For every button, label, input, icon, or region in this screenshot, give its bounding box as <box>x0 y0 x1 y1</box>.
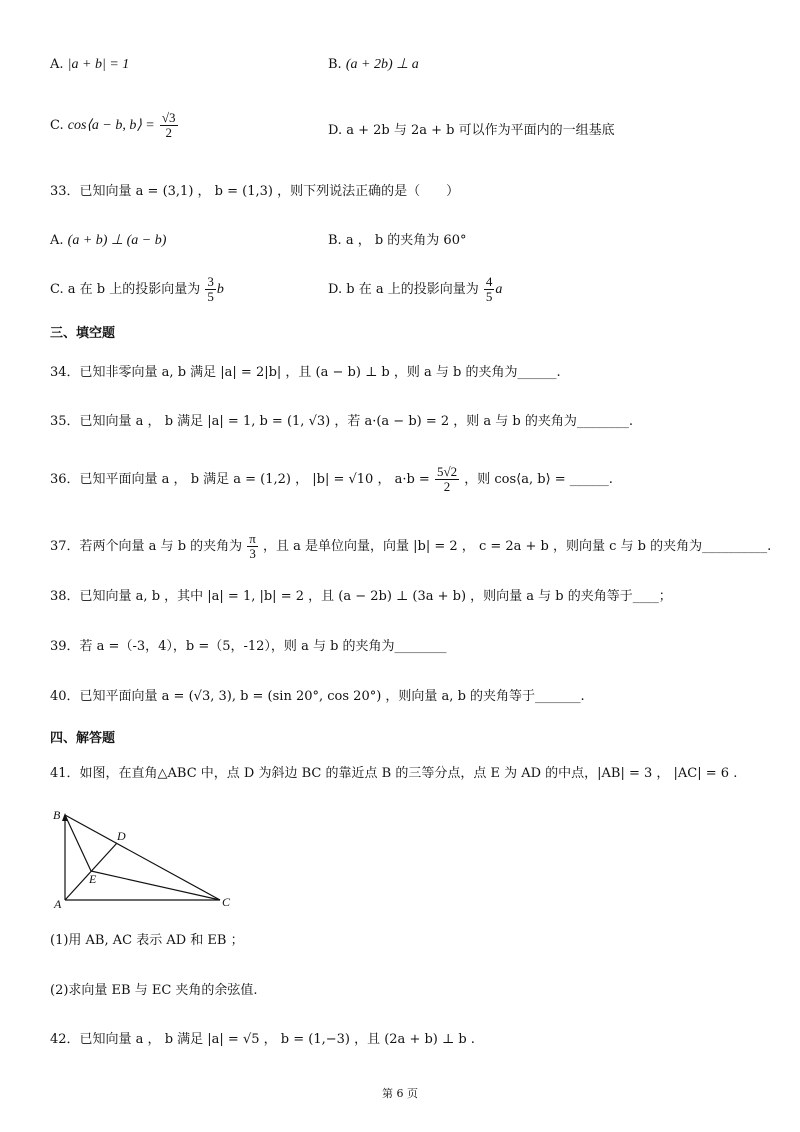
q42: 42．已知向量 a ， b 满足 |a| = √5 ， b = (1,−3) ，且 (2a + b) ⊥ b . <box>50 1032 475 1047</box>
segment-ec <box>91 871 220 900</box>
q33-option-a: A. (a + b) ⊥ (a − b) <box>50 233 167 248</box>
section-heading-fill-in: 三、填空题 <box>50 326 116 341</box>
q41-part-2: (2)求向量 EB 与 EC 夹角的余弦值. <box>50 983 258 998</box>
q38: 38．已知向量 a, b ，其中 |a| = 1, |b| = 2 ，且 (a − 2b) ⊥ (3a + b) ，则向量 a 与 b 的夹角等于____； <box>50 589 672 604</box>
q37: 37．若两个向量 a 与 b 的夹角为 $\frac{\pi}{3}$ ，且 a 是单位向量，向量 |b| = 2 ， c = 2a + b ，则向量 c 与 b 的夹角为__________. <box>50 531 772 561</box>
q41-triangle-figure <box>48 805 248 915</box>
q34: 34．已知非零向量 a, b 满足 |a| = 2|b| ，且 (a − b) ⊥ b ，则 a 与 b 的夹角为______. <box>50 365 561 380</box>
label-a: A <box>54 897 62 911</box>
q33-option-b: B. a ， b 的夹角为 60° <box>328 233 467 248</box>
label-e: E <box>89 872 97 886</box>
q40: 40．已知平面向量 a = (√3, 3), b = (sin 20°, cos 20°) ，则向量 a, b 的夹角等于_______. <box>50 689 585 704</box>
label-c: C <box>222 895 231 909</box>
q33-option-d: D. b 在 a 上的投影向量为 $\frac{4}{5}$ a <box>328 274 503 304</box>
q32-option-b: B. (a + 2b) ⊥ a <box>328 57 419 72</box>
q41-part-1: (1)用 AB, AC 表示 AD 和 EB ； <box>50 933 244 948</box>
segment-eb <box>65 815 91 871</box>
label-b: B <box>53 808 61 822</box>
section-heading-answers: 四、解答题 <box>50 731 116 746</box>
q41-stem: 41．如图，在直角△ABC 中，点 D 为斜边 BC 的靠近点 B 的三等分点，点 E 为 AD 的中点，|AB| = 3 ， |AC| = 6 . <box>50 766 738 781</box>
arrowhead-b <box>62 813 68 821</box>
page-footer: 第 6 页 <box>382 1087 418 1100</box>
q32-option-c: C. cos⟨a − b, b⟩ = $\frac{√3}{2}$ <box>50 110 176 140</box>
q35: 35．已知向量 a ， b 满足 |a| = 1, b = (1, √3) ，若 a·(a − b) = 2 ，则 a 与 b 的夹角为________. <box>50 414 634 429</box>
q33-stem: 33．已知向量 a = (3,1) ， b = (1,3) ，则下列说法正确的是（ ） <box>50 184 460 199</box>
segment-bc <box>65 815 220 900</box>
q32-option-d: D. a + 2b 与 2a + b 可以作为平面内的一组基底 <box>328 123 615 138</box>
q33-option-c: C. a 在 b 上的投影向量为 $\frac{3}{5}$ b <box>50 274 224 304</box>
q32-option-a: A. |a + b| = 1 <box>50 57 130 72</box>
q39: 39．若 a =（-3，4），b =（5，-12），则 a 与 b 的夹角为________ <box>50 639 447 654</box>
label-d: D <box>117 829 126 843</box>
q36: 36．已知平面向量 a ， b 满足 a = (1,2) ， |b| = √10 ， a·b = $\frac{5√2}{2}$ ，则 cos⟨a, b⟩ = ______. <box>50 464 613 494</box>
